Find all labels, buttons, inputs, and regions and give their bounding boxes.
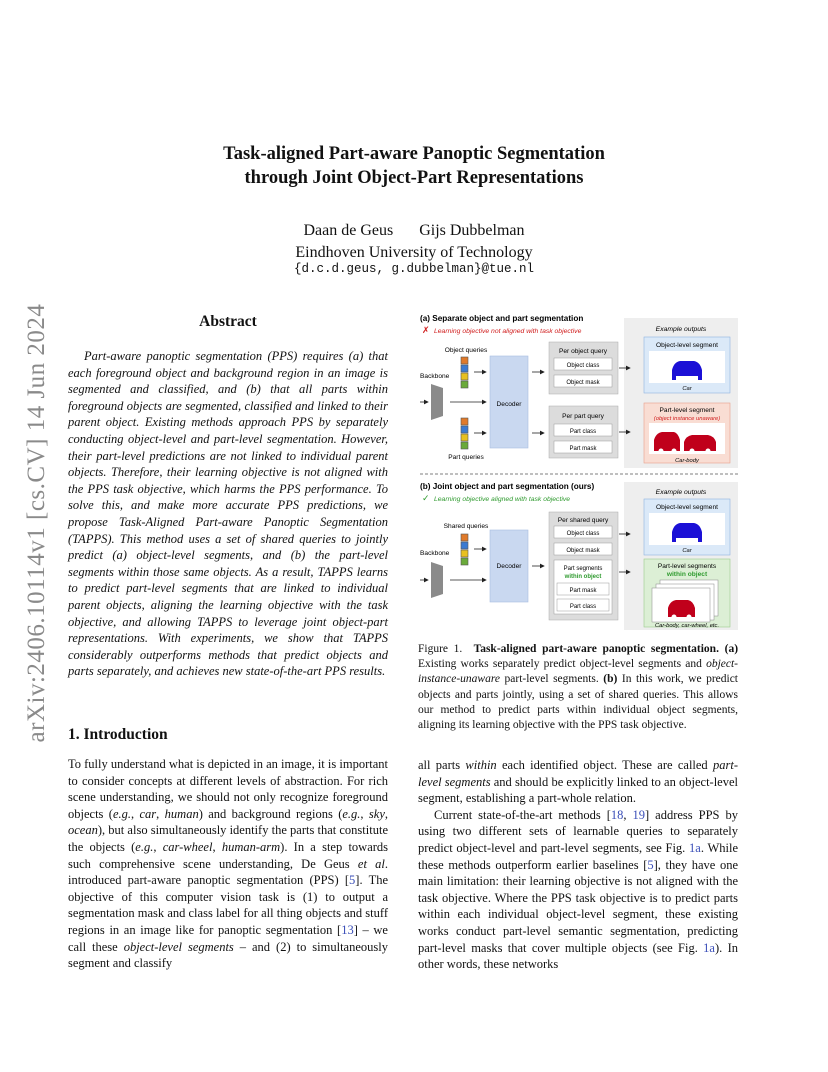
intro-column — [68, 756, 388, 972]
title-line-2: through Joint Object-Part Representations — [244, 168, 584, 188]
caption-bold: Task-aligned part-aware panoptic segmentation. — [473, 643, 719, 655]
object-mask-b: Object mask — [566, 548, 600, 554]
car-label-b: Car — [682, 548, 692, 554]
per-shared-label: Per shared query — [557, 517, 609, 524]
panel-a-note: Learning objective not aligned with task objective — [434, 328, 582, 335]
parts-list-label: Car-body, car-wheel, etc. — [654, 623, 720, 629]
part-queries-label: Part queries — [448, 454, 484, 461]
object-class-a: Object class — [566, 363, 600, 369]
panel-a-title: (a) Separate object and part segmentation — [420, 314, 584, 323]
backbone-shape-b — [431, 562, 443, 598]
arxiv-identifier: arXiv:2406.10114v1 [cs.CV] 14 Jun 2024 — [23, 303, 50, 743]
panel-b-note: Learning objective aligned with task objective — [434, 496, 571, 503]
object-queries-label: Object queries — [444, 347, 488, 354]
part-class-a: Part class — [569, 429, 597, 435]
arxiv-sidebar — [22, 288, 52, 758]
backbone-label-b: Backbone — [420, 550, 450, 557]
citation-link[interactable]: 19 — [632, 807, 646, 822]
part-mask-icon-1 — [654, 432, 680, 451]
object-level-label-a: Object-level segment — [656, 342, 718, 349]
author-email: {d.c.d.geus, g.dubbelman}@tue.nl — [293, 262, 535, 276]
right-paragraph-2: Current state-of-the-art methods [18, 19] address PPS by using two different sets of learnable queries to separately predict object-level and part-level segments, see Fig. 1a. While these methods outperform earlier baselines [5], they have one main limitation: their learning objective is not aligned with the task objective. Where the PPS task objective is to predict parts within each individual object-level segment, these existing works conduct part-level semantic segmentation, predicting part-level masks that cover multiple objects (see Fig. 1a). In other words, these networks — [418, 807, 739, 972]
paper-title — [0, 142, 828, 190]
figure-1 — [416, 312, 741, 632]
backbone-label-a: Backbone — [420, 373, 450, 380]
object-class-b: Object class — [566, 531, 600, 537]
cross-icon: ✗ — [422, 325, 430, 335]
within-object-label-b: within object — [564, 574, 602, 580]
abstract-text: Part-aware panoptic segmentation (PPS) requires (a) that each foreground object and background region in an image is segmented and classified, and (b) that all parts within foreground objects are segmented, classified and linked to their parent object. Existing methods approach PPS by separately conducting object-level and part-level segmentation. However, their part-level predictions are not linked to individual parent objects. Therefore, their learning objective is not aligned with the PPS task objective, which harms the PPS performance. To solve this, and make more accurate PPS predictions, we propose Task-Aligned Part-aware Panoptic Segmentation (TAPPS). This method uses a set of shared queries to jointly predict (a) object-level segments, and (b) the part-level segments within those same objects. As a result, TAPPS learns to predict part-level segments that are linked to individual parent objects, aligning the learning objective with the task objective, and allowing TAPPS to leverage joint object-part representations. With experiments, we show that TAPPS considerably outperforms methods that predict objects and parts separately, and achieves new state-of-the-art PPS results. — [68, 349, 388, 679]
within-object-card-label: within object — [666, 571, 708, 578]
part-query-stack — [461, 418, 468, 449]
instance-unaware-label: (object instance unaware) — [653, 416, 721, 422]
citation-link[interactable]: 18 — [610, 807, 624, 822]
panel-b-example-label: Example outputs — [655, 489, 707, 496]
author-1: Daan de Geus — [303, 222, 394, 239]
shared-queries-label: Shared queries — [443, 523, 489, 530]
citation-link[interactable]: 13 — [341, 922, 354, 937]
caption-label: Figure 1. — [418, 643, 463, 655]
check-icon: ✓ — [422, 493, 430, 503]
part-segments-label: Part segments — [563, 566, 603, 572]
caption-b-text: In this work, we predict objects and parts jointly, using a set of shared queries. This allows our method to predict parts within individual object segments, aligning its learning objective with the PPS task objective. — [418, 673, 738, 732]
caption-a-italic: object-instance-unaware — [418, 658, 738, 686]
affiliation: Eindhoven University of Technology — [295, 244, 533, 261]
right-paragraph-1: all parts within each identified object. These are called part-level segments and should be explicitly linked to an object-level segment, establishing a part-whole relation. — [418, 758, 738, 806]
panel-a-example-label: Example outputs — [655, 326, 707, 333]
abstract-heading: Abstract — [199, 313, 257, 330]
object-query-stack — [461, 357, 468, 388]
per-object-label: Per object query — [558, 348, 608, 355]
intro-heading: 1. Introduction — [68, 726, 168, 743]
decoder-label-a: Decoder — [496, 401, 522, 408]
author-block — [0, 220, 828, 264]
intro-paragraph: To fully understand what is depicted in an image, it is important to consider concepts at different levels of abstraction. For rich scene understanding, we should not only recognize foreground objects (e.g., car, human) and background regions (e.g., sky, ocean), but also simultaneously identify the parts that constitute the objects (e.g., car-wheel, human-arm). In a step towards such comprehensive scene understanding, De Geus et al. introduced part-aware panoptic segmentation (PPS) [5]. The objective of this computer vision task is (1) to output a segmentation mask and class label for all thing objects and stuff regions in an image like for panoptic segmentation [13] – we call these object-level segments – and (2) to simultaneously segment and classify — [68, 757, 389, 971]
object-mask-a: Object mask — [566, 380, 600, 386]
caption-b-label: (b) — [603, 673, 618, 686]
figure-caption — [418, 642, 738, 733]
part-mask-a: Part mask — [569, 446, 597, 452]
car-body-label-a: Car-body — [675, 458, 699, 464]
panel-b-title: (b) Joint object and part segmentation (ours) — [420, 482, 595, 491]
citation-link[interactable]: 5 — [647, 857, 654, 872]
part-level-label-a: Part-level segment — [659, 407, 715, 414]
title-line-1: Task-aligned Part-aware Panoptic Segmentation — [223, 144, 605, 164]
shared-query-stack — [461, 534, 468, 565]
caption-a-label: (a) — [724, 643, 739, 655]
caption-a-text2: part-level segments. — [499, 673, 604, 686]
car-label-a: Car — [682, 386, 692, 392]
object-level-label-b: Object-level segment — [656, 504, 718, 511]
per-part-label: Per part query — [562, 413, 604, 420]
figure-link[interactable]: 1a — [689, 840, 701, 855]
caption-a-text1: Existing works separately predict object-level segments and — [418, 658, 707, 671]
backbone-shape-a — [431, 384, 443, 420]
part-mask-icon-2 — [684, 435, 716, 451]
part-mask-icon-b — [668, 600, 695, 617]
author-2: Gijs Dubbelman — [419, 222, 525, 239]
decoder-label-b: Decoder — [496, 563, 522, 570]
part-level-label-b: Part-level segments — [657, 563, 717, 570]
figure-link[interactable]: 1a — [703, 940, 715, 955]
right-column — [418, 757, 738, 973]
part-class-b: Part class — [569, 604, 597, 610]
citation-link[interactable]: 5 — [349, 873, 356, 888]
part-mask-b: Part mask — [569, 588, 597, 594]
